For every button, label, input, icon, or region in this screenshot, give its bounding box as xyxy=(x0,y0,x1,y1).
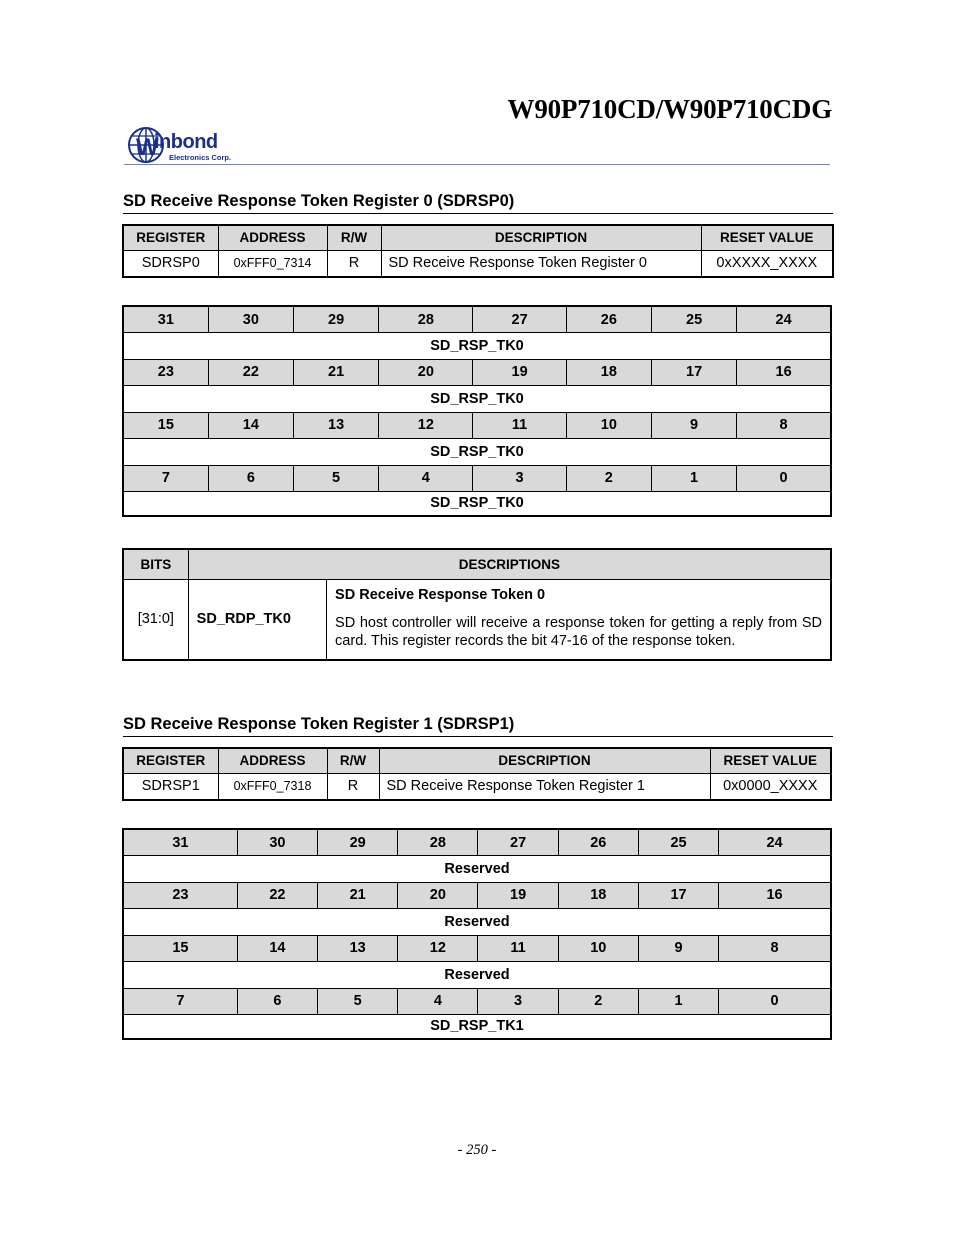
bit-number: 7 xyxy=(123,988,237,1015)
bit-number: 5 xyxy=(318,988,398,1015)
bit-field-name: SD_RSP_TK0 xyxy=(123,333,831,360)
bit-number: 18 xyxy=(558,882,638,909)
bit-number: 18 xyxy=(566,359,651,386)
bit-field-name: SD_RSP_TK0 xyxy=(123,386,831,413)
bit-number-row xyxy=(123,988,831,1015)
bit-field-name: Reserved xyxy=(123,909,831,936)
bit-number: 10 xyxy=(566,412,651,439)
register-description: SD Receive Response Token Register 0 xyxy=(381,250,701,277)
register-reset: 0xXXXX_XXXX xyxy=(701,250,833,277)
register-name: SDRSP1 xyxy=(123,773,218,800)
register-name: SDRSP0 xyxy=(123,250,218,277)
bit-number: 19 xyxy=(478,882,558,909)
field-name: SD_RDP_TK0 xyxy=(188,579,326,660)
bit-number: 26 xyxy=(558,829,638,856)
register-table-sdrsp0 xyxy=(122,224,834,278)
header-description: DESCRIPTION xyxy=(379,748,710,773)
bit-number: 6 xyxy=(208,465,293,492)
section-title-sdrsp0: SD Receive Response Token Register 0 (SDRSP0) xyxy=(123,192,833,214)
header-address: ADDRESS xyxy=(218,748,327,773)
bit-number: 25 xyxy=(638,829,718,856)
svg-text:W: W xyxy=(136,134,159,161)
bit-number: 4 xyxy=(398,988,478,1015)
bit-number: 1 xyxy=(651,465,736,492)
field-description xyxy=(327,579,831,660)
register-address: 0xFFF0_7314 xyxy=(218,250,327,277)
bit-field-name: Reserved xyxy=(123,962,831,989)
bit-field-row xyxy=(123,386,831,413)
bit-field-row xyxy=(123,909,831,936)
bit-number: 26 xyxy=(566,306,651,333)
bit-number: 28 xyxy=(379,306,473,333)
bit-field-row xyxy=(123,856,831,883)
bit-number: 14 xyxy=(237,935,317,962)
bit-number: 24 xyxy=(719,829,831,856)
bit-number: 9 xyxy=(651,412,736,439)
bit-number: 27 xyxy=(478,829,558,856)
bit-field-name: SD_RSP_TK0 xyxy=(123,439,831,466)
bits-range: [31:0] xyxy=(123,579,188,660)
register-rw: R xyxy=(327,250,381,277)
bit-map-sdrsp1 xyxy=(122,828,832,1040)
bit-field-row xyxy=(123,333,831,360)
bit-number: 22 xyxy=(237,882,317,909)
header-divider xyxy=(124,164,830,165)
bit-number: 12 xyxy=(379,412,473,439)
bit-number: 5 xyxy=(293,465,378,492)
header-descriptions: DESCRIPTIONS xyxy=(188,549,831,579)
bit-number: 13 xyxy=(318,935,398,962)
bit-number: 27 xyxy=(473,306,566,333)
register-table-sdrsp1 xyxy=(122,747,832,801)
bit-field-row xyxy=(123,439,831,466)
bit-number-row xyxy=(123,465,831,492)
bit-number: 2 xyxy=(566,465,651,492)
bit-number: 11 xyxy=(478,935,558,962)
header-register: REGISTER xyxy=(123,225,218,250)
bit-number: 1 xyxy=(638,988,718,1015)
bit-number: 16 xyxy=(719,882,831,909)
bit-number: 15 xyxy=(123,935,237,962)
bit-number: 31 xyxy=(123,306,208,333)
winbond-logo xyxy=(126,125,256,167)
field-description-text: SD host controller will receive a response token for getting a reply from SD card. This register records the bit 47-16 of the response token. xyxy=(335,614,822,649)
bit-map-sdrsp0 xyxy=(122,305,832,517)
logo-wordmark: inbond xyxy=(154,131,218,153)
bit-field-name: Reserved xyxy=(123,856,831,883)
header-address: ADDRESS xyxy=(218,225,327,250)
header-register: REGISTER xyxy=(123,748,218,773)
bit-number: 23 xyxy=(123,882,237,909)
field-description-heading: SD Receive Response Token 0 xyxy=(335,586,546,603)
bit-number: 31 xyxy=(123,829,237,856)
bit-number: 3 xyxy=(473,465,566,492)
bit-number: 17 xyxy=(651,359,736,386)
bit-number: 23 xyxy=(123,359,208,386)
header-reset-value: RESET VALUE xyxy=(701,225,833,250)
bit-field-row xyxy=(123,492,831,516)
header-bits: BITS xyxy=(123,549,188,579)
bit-number-row xyxy=(123,412,831,439)
bit-number: 28 xyxy=(398,829,478,856)
bit-field-name: SD_RSP_TK1 xyxy=(123,1015,831,1039)
bit-number-row xyxy=(123,829,831,856)
bit-field-row xyxy=(123,962,831,989)
page-number: - 250 - xyxy=(457,1142,497,1158)
bit-number: 22 xyxy=(208,359,293,386)
document-title: W90P710CD/W90P710CDG xyxy=(507,94,832,124)
bit-number: 21 xyxy=(318,882,398,909)
register-address: 0xFFF0_7318 xyxy=(218,773,327,800)
bit-number: 11 xyxy=(473,412,566,439)
bit-number: 24 xyxy=(737,306,831,333)
bit-number: 8 xyxy=(719,935,831,962)
bit-number-row xyxy=(123,935,831,962)
logo-subtitle: Electronics Corp. xyxy=(169,153,232,162)
section-title-sdrsp1: SD Receive Response Token Register 1 (SDRSP1) xyxy=(123,715,833,737)
bit-number: 4 xyxy=(379,465,473,492)
header-description: DESCRIPTION xyxy=(381,225,701,250)
bit-number: 17 xyxy=(638,882,718,909)
bit-field-row xyxy=(123,1015,831,1039)
bit-number: 8 xyxy=(737,412,831,439)
bit-number: 19 xyxy=(473,359,566,386)
header-rw: R/W xyxy=(327,748,379,773)
bit-number: 9 xyxy=(638,935,718,962)
bit-number-row xyxy=(123,359,831,386)
bit-number: 30 xyxy=(237,829,317,856)
bit-number: 7 xyxy=(123,465,208,492)
bit-number: 6 xyxy=(237,988,317,1015)
bit-number: 10 xyxy=(558,935,638,962)
register-description: SD Receive Response Token Register 1 xyxy=(379,773,710,800)
bit-number: 14 xyxy=(208,412,293,439)
bit-field-name: SD_RSP_TK0 xyxy=(123,492,831,516)
bit-number-row xyxy=(123,882,831,909)
bit-number: 25 xyxy=(651,306,736,333)
bit-number: 29 xyxy=(293,306,378,333)
register-rw: R xyxy=(327,773,379,800)
header-rw: R/W xyxy=(327,225,381,250)
bit-number: 20 xyxy=(379,359,473,386)
bits-description-table xyxy=(122,548,832,661)
bit-number: 21 xyxy=(293,359,378,386)
bit-number: 3 xyxy=(478,988,558,1015)
bit-number: 2 xyxy=(558,988,638,1015)
bit-number: 0 xyxy=(737,465,831,492)
bit-number: 30 xyxy=(208,306,293,333)
register-reset: 0x0000_XXXX xyxy=(710,773,831,800)
bit-number: 13 xyxy=(293,412,378,439)
bit-number: 0 xyxy=(719,988,831,1015)
bit-number-row xyxy=(123,306,831,333)
header-reset-value: RESET VALUE xyxy=(710,748,831,773)
bit-number: 12 xyxy=(398,935,478,962)
bit-number: 29 xyxy=(318,829,398,856)
bit-number: 15 xyxy=(123,412,208,439)
bit-number: 20 xyxy=(398,882,478,909)
bit-number: 16 xyxy=(737,359,831,386)
